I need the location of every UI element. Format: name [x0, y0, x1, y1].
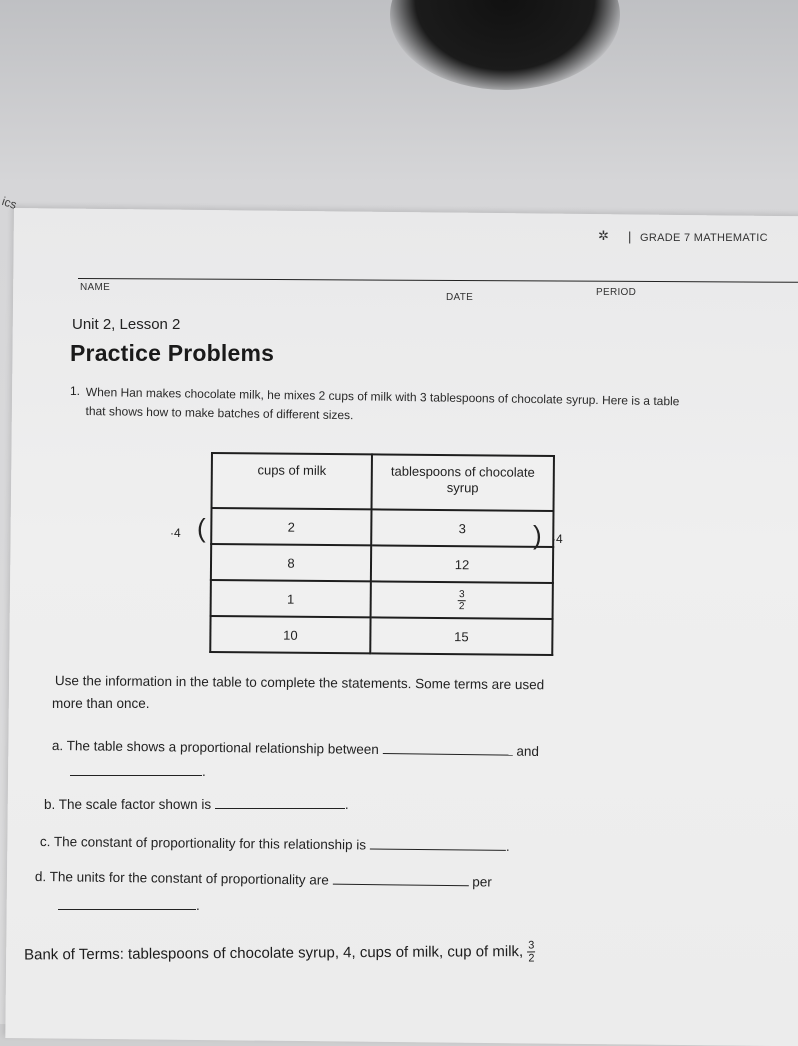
bank-fraction: [527, 940, 535, 963]
unit-lesson: Unit 2, Lesson 2: [72, 316, 181, 333]
statement-d-label: d.: [34, 869, 47, 885]
problem-text: When Han makes chocolate milk, he mixes 2 cups of milk with 3 tablespoons of chocolate syrup. Here is a table that shows how to make batches of different sizes.: [85, 384, 680, 423]
table-cell: 15: [370, 617, 552, 655]
table-cell: 10: [210, 616, 370, 653]
blank-b[interactable]: [215, 807, 345, 809]
statement-a-line2: [70, 764, 206, 779]
blank-d2[interactable]: [58, 908, 196, 910]
statement-c-label: c.: [39, 834, 51, 850]
table-cell: 12: [371, 545, 553, 583]
statement-d-per: per: [472, 874, 492, 890]
blank-a1[interactable]: [383, 752, 513, 756]
fraction-numerator: 3: [458, 588, 465, 600]
statement-a-label: a.: [51, 738, 64, 754]
statement-b-text: The scale factor shown is: [58, 797, 212, 812]
fraction-denominator: 2: [458, 600, 465, 612]
table-row: [211, 508, 553, 547]
problem-number: 1.: [70, 384, 81, 398]
date-label: DATE: [446, 292, 474, 303]
bank-of-terms: [24, 940, 535, 967]
table-header-cups: cups of milk: [212, 453, 372, 509]
table-row: [210, 616, 552, 655]
ratio-table: [209, 452, 555, 656]
table-cell-fraction: [371, 581, 553, 619]
period-mark: .: [196, 898, 200, 913]
period-mark: .: [202, 764, 206, 779]
left-brace-icon: (: [197, 513, 206, 543]
blank-a2[interactable]: [70, 774, 202, 776]
instructions-line2: more than once.: [52, 696, 150, 711]
scale-note-left: ·4: [170, 526, 181, 540]
statement-b: [44, 797, 349, 812]
logo-icon: ✲: [598, 228, 609, 243]
blank-c[interactable]: [370, 847, 506, 850]
scale-note-right: ·4: [552, 532, 563, 546]
table-cell: 8: [211, 544, 371, 581]
statement-d-line2: [58, 898, 200, 913]
statement-b-label: b.: [44, 797, 56, 812]
fraction-numerator: 3: [528, 939, 535, 952]
right-brace-icon: ): [533, 520, 542, 550]
table-cell: 3: [371, 509, 553, 547]
table-cell: 2: [211, 508, 371, 545]
header-divider: |: [628, 229, 632, 244]
grade-label: GRADE 7 MATHEMATIC: [640, 232, 768, 244]
statement-a-text: The table shows a proportional relationship between: [66, 738, 379, 757]
period-mark: .: [344, 797, 349, 812]
fraction-three-halves: [458, 590, 466, 611]
blank-d1[interactable]: [333, 883, 469, 887]
statement-c-text: The constant of proportionality for this relationship is: [53, 834, 367, 853]
instructions-line1: Use the information in the table to complete the statements. Some terms are used: [54, 673, 545, 693]
period-mark: .: [505, 838, 510, 854]
table-cell: 1: [211, 580, 371, 617]
fraction-denominator: 2: [528, 952, 535, 965]
page-title: Practice Problems: [70, 340, 275, 366]
bank-text: Bank of Terms: tablespoons of chocolate syrup, 4, cups of milk, cup of milk,: [24, 942, 524, 964]
period-label: PERIOD: [596, 287, 637, 298]
table-row: [211, 580, 553, 619]
table-header-syrup: tablespoons of chocolate syrup: [372, 454, 554, 511]
name-label: NAME: [80, 282, 111, 293]
margin-fragment: ics: [0, 194, 19, 212]
statement-a-and: and: [516, 743, 540, 759]
statement-d-text: The units for the constant of proportionality are: [49, 869, 329, 888]
table-row: [211, 544, 553, 583]
